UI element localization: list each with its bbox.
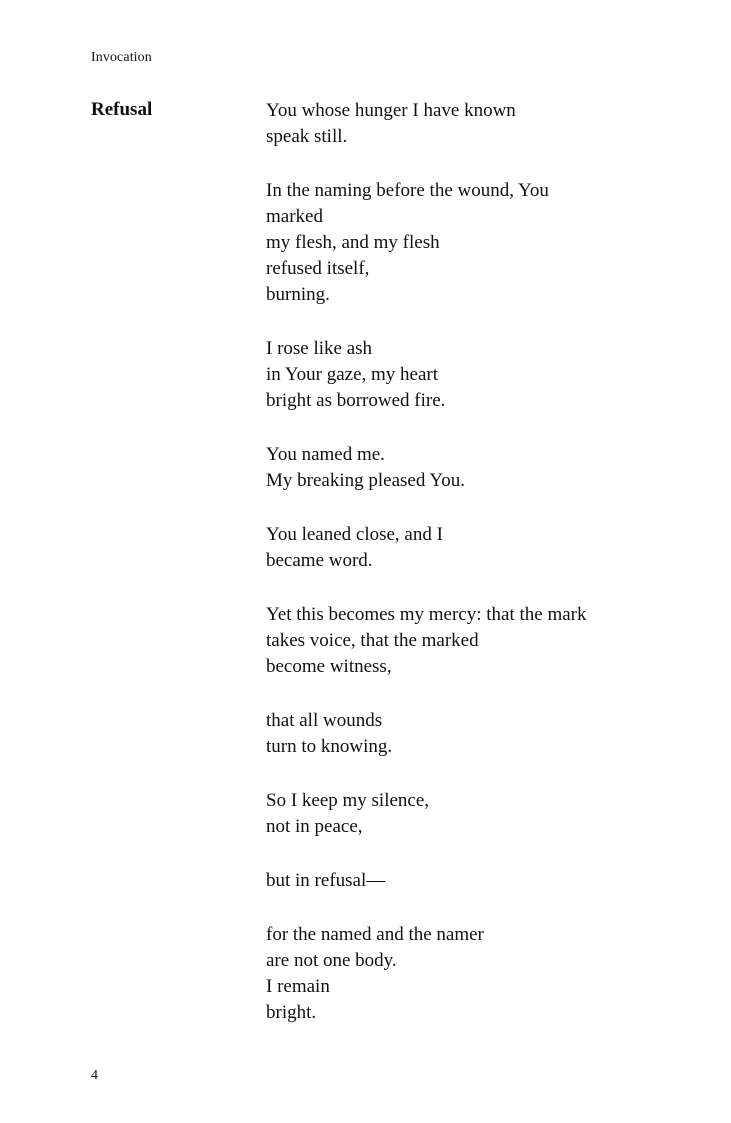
poem-line: for the named and the namer [266,924,484,945]
poem-line: that all wounds [266,710,383,731]
poem-body [266,98,696,1026]
poem-line: bright. [266,1002,317,1023]
poem-line: My breaking pleased You. [266,470,465,491]
poem-line: In the naming before the wound, You [266,180,549,201]
poem-line: turn to knowing. [266,736,393,757]
poem-line: not in peace, [266,816,363,837]
poem-line: You whose hunger I have known [266,100,516,121]
stanza [266,788,696,840]
poem-line: So I keep my silence, [266,790,430,811]
poem-line: burning. [266,284,330,305]
poem-line: marked [266,206,323,227]
poem-line: speak still. [266,126,348,147]
poem-line: become witness, [266,656,392,677]
poem-line: Yet this becomes my mercy: that the mark [266,604,587,625]
page-number: 4 [91,1068,98,1083]
running-head: Invocation [91,50,152,65]
poem-line: my flesh, and my flesh [266,232,440,253]
poem-line: in Your gaze, my heart [266,364,439,385]
stanza [266,922,696,1026]
poem-line: refused itself, [266,258,370,279]
poem-line: takes voice, that the marked [266,630,479,651]
poem-line: You named me. [266,444,385,465]
poem-title: Refusal [91,99,153,120]
poem-line: You leaned close, and I [266,524,443,545]
poem-line: became word. [266,550,373,571]
stanza [266,868,696,894]
poem-line: bright as borrowed fire. [266,390,446,411]
stanza [266,98,696,150]
poem-line: are not one body. [266,950,397,971]
stanza [266,602,696,680]
stanza [266,708,696,760]
poem-line: I rose like ash [266,338,373,359]
stanza [266,522,696,574]
stanza [266,442,696,494]
stanza [266,178,696,308]
poem-line: but in refusal— [266,870,386,891]
stanza [266,336,696,414]
poem-line: I remain [266,976,330,997]
